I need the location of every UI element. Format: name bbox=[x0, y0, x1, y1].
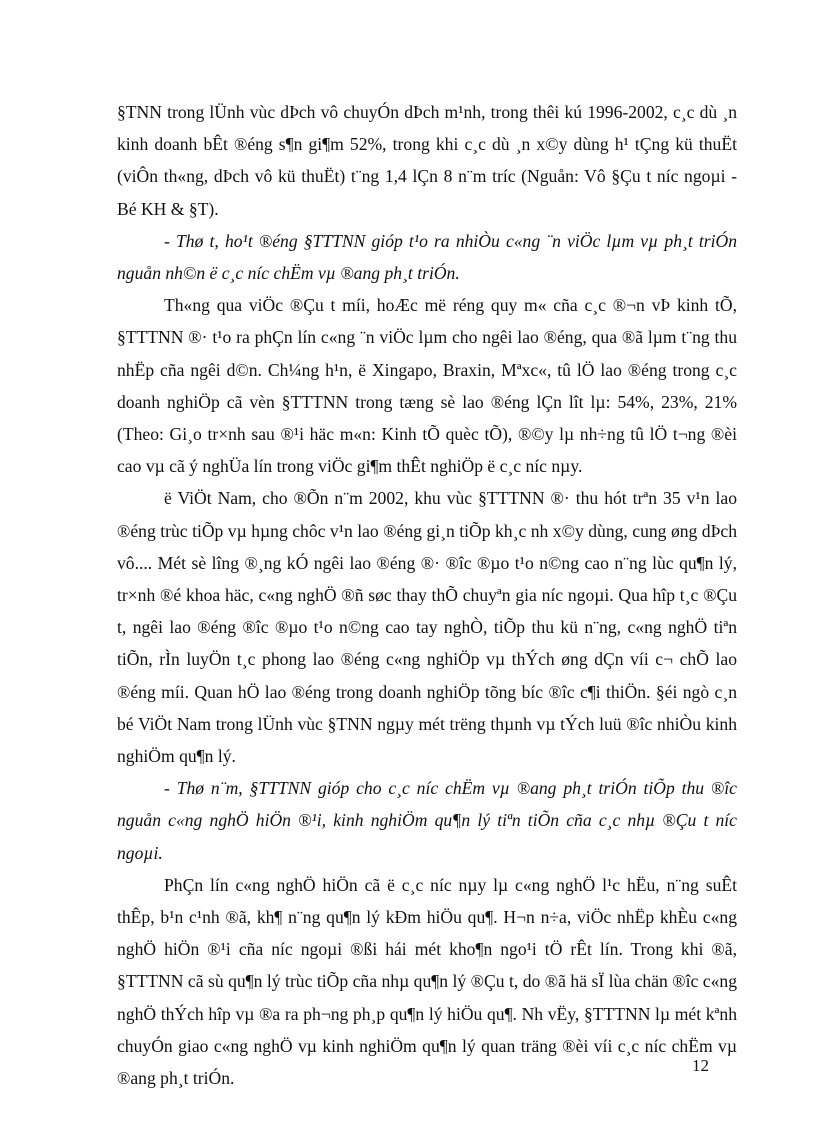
paragraph-fourth-benefit: - Thø t, ho¹t ®éng §TTTNN gióp t¹o ra nhiÒu c«ng ¨n viÖc lµm vµ ph¸t triÓn nguån nh©n ë c¸c níc chËm vµ ®ang ph¸t triÓn. bbox=[117, 230, 737, 284]
document-body bbox=[117, 96, 737, 1094]
paragraph-employment: Th«ng qua viÖc ®Çu t míi, hoÆc më réng quy m« cña c¸c ®¬n vÞ kinh tÕ, §TTTNN ®· t¹o ra phÇn lín c«ng ¨n viÖc lµm cho ngêi lao ®éng, qua ®ã lµm t¨ng thu nhËp cña ngêi d©n. Ch¼ng h¹n, ë Xingapo, Braxin, Mªxc«, tû lÖ lao ®éng trong c¸c doanh nghiÖp cã vèn §TTTNN trong tæng sè lao ®éng lÇn lît lµ: 54%, 23%, 21% (Theo: Gi¸o tr×nh sau ®¹i häc m«n: Kinh tÕ quèc tÕ), ®©y lµ nh÷ng tû lÖ t¬ng ®èi cao vµ cã ý nghÜa lín trong viÖc gi¶m thÊt nghiÖp ë c¸c níc nµy. bbox=[117, 295, 737, 477]
paragraph-fdi-services: §TNN trong lÜnh vùc dÞch vô chuyÓn dÞch m¹nh, trong thêi kú 1996-2002, c¸c dù ¸n kinh doanh bÊt ®éng s¶n gi¶m 52%, trong khi c¸c dù ¸n x©y dùng h¹ tÇng kü thuËt (viÔn th«ng, dÞch vô kü thuËt) t¨ng 1,4 lÇn 8 n¨m tríc (Nguån: Vô §Çu t níc ngoµi - Bé KH & §T). bbox=[117, 102, 737, 219]
paragraph-vietnam-labor: ë ViÖt Nam, cho ®Õn n¨m 2002, khu vùc §TTTNN ®· thu hót trªn 35 v¹n lao ®éng trùc tiÕp vµ hµng chôc v¹n lao ®éng gi¸n tiÕp kh¸c nh x©y dùng, cung øng dÞch vô.... Mét sè lîng ®¸ng kÓ ngêi lao ®éng ®· ®îc ®µo t¹o n©ng cao n¨ng lùc qu¶n lý, tr×nh ®é khoa häc, c«ng nghÖ ®ñ søc thay thÕ chuyªn gia níc ngoµi. Qua hîp t¸c ®Çu t, ngêi lao ®éng ®îc ®µo t¹o n©ng cao tay nghÒ, tiÕp thu kü n¨ng, c«ng nghÖ tiªn tiÕn, rÌn luyÖn t¸c phong lao ®éng c«ng nghiÖp vµ thÝch øng dÇn víi c¬ chÕ lao ®éng míi. Quan hÖ lao ®éng trong doanh nghiÖp tõng bíc ®îc c¶i thiÖn. §éi ngò c¸n bé ViÖt Nam trong lÜnh vùc §TNN ngµy mét trëng thµnh vµ tÝch luü ®îc nhiÒu kinh nghiÖm qu¶n lý. bbox=[117, 488, 737, 767]
paragraph-technology-transfer: PhÇn lín c«ng nghÖ hiÖn cã ë c¸c níc nµy lµ c«ng nghÖ l¹c hËu, n¨ng suÊt thÊp, b¹n c¹nh ®ã, kh¶ n¨ng qu¶n lý kÐm hiÖu qu¶. H¬n n÷a, viÖc nhËp khÈu c«ng nghÖ hiÖn ®¹i cña níc ngoµi ®ßi hái mét kho¶n ngo¹i tÖ rÊt lín. Trong khi ®ã, §TTTNN cã sù qu¶n lý trùc tiÕp cña nhµ qu¶n lý ®Çu t, do ®ã hä sÏ lùa chän ®îc c«ng nghÖ thÝch hîp vµ ®a ra ph¬ng ph¸p qu¶n lý hiÖu qu¶. Nh vËy, §TTTNN lµ mét kªnh chuyÓn giao c«ng nghÖ vµ kinh nghiÖm qu¶n lý quan träng ®èi víi c¸c níc chËm vµ ®ang ph¸t triÓn. bbox=[117, 874, 737, 1089]
paragraph-fifth-benefit: - Thø n¨m, §TTTNN gióp cho c¸c níc chËm vµ ®ang ph¸t triÓn tiÕp thu ®îc nguån c«ng nghÖ hiÖn ®¹i, kinh nghiÖm qu¶n lý tiªn tiÕn cña c¸c nhµ ®Çu t níc ngoµi. bbox=[117, 778, 737, 863]
page-number: 12 bbox=[692, 1056, 709, 1075]
